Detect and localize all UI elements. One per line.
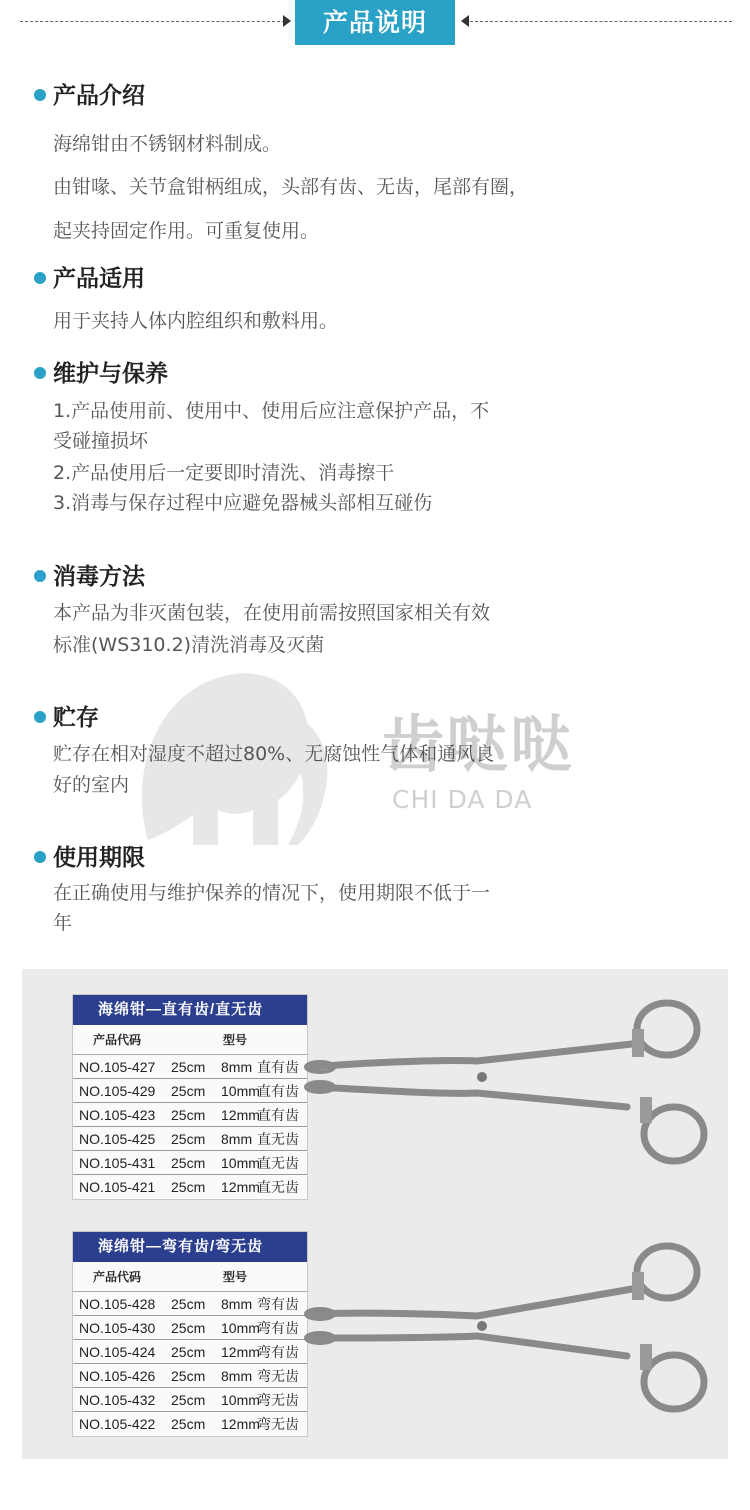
cell-length: 25cm xyxy=(171,1155,206,1171)
cell-code: NO.105-430 xyxy=(79,1320,156,1336)
cell-type: 直有齿 xyxy=(257,1107,299,1123)
cell-type: 直有齿 xyxy=(257,1083,299,1099)
cell-length: 25cm xyxy=(171,1320,206,1336)
care-line-4: 3.消毒与保存过程中应避免器械头部相互碰伤 xyxy=(53,492,433,514)
cell-code: NO.105-421 xyxy=(79,1179,156,1195)
storage-line-2: 好的室内 xyxy=(53,774,130,796)
straight-forceps-image xyxy=(302,989,722,1179)
cell-type: 直无齿 xyxy=(257,1131,299,1147)
usage-line-1: 用于夹持人体内腔组织和敷料用。 xyxy=(53,310,339,332)
cell-code: NO.105-425 xyxy=(79,1131,156,1147)
table-row xyxy=(73,1316,307,1340)
table-row xyxy=(73,1388,307,1412)
storage-line-1: 贮存在相对湿度不超过80%、无腐蚀性气体和通风良 xyxy=(53,743,495,765)
cell-length: 25cm xyxy=(171,1179,206,1195)
cell-size: 12mm xyxy=(221,1107,260,1123)
disinfect-line-2: 标准(WS310.2)清洗消毒及灭菌 xyxy=(53,634,325,656)
cell-type: 直无齿 xyxy=(257,1179,299,1195)
header-arrow-left xyxy=(283,15,291,27)
cell-length: 25cm xyxy=(171,1059,206,1075)
lifespan-line-1: 在正确使用与维护保养的情况下，使用期限不低于一 xyxy=(53,882,491,904)
section-title-care: 维护与保养 xyxy=(34,360,168,388)
table-row xyxy=(73,1151,307,1175)
product-photo xyxy=(22,969,728,1459)
section-title-lifespan: 使用期限 xyxy=(34,844,145,872)
column-header-model: 型号 xyxy=(223,1033,248,1047)
table-title: 海绵钳—直有齿/直无齿 xyxy=(73,995,307,1025)
cell-length: 25cm xyxy=(171,1107,206,1123)
cell-size: 12mm xyxy=(221,1344,260,1360)
table-row xyxy=(73,1412,307,1436)
intro-line-2: 由钳喙、关节盒钳柄组成，头部有齿、无齿，尾部有圈， xyxy=(53,176,529,198)
cell-code: NO.105-422 xyxy=(79,1416,156,1432)
header-divider-right xyxy=(470,21,732,22)
cell-length: 25cm xyxy=(171,1344,206,1360)
bullet-dot-icon xyxy=(34,711,46,723)
cell-length: 25cm xyxy=(171,1083,206,1099)
cell-length: 25cm xyxy=(171,1392,206,1408)
cell-type: 直无齿 xyxy=(257,1155,299,1171)
cell-type: 直有齿 xyxy=(257,1059,299,1075)
cell-code: NO.105-424 xyxy=(79,1344,156,1360)
cell-code: NO.105-432 xyxy=(79,1392,156,1408)
care-line-2: 受碰撞损坏 xyxy=(53,430,149,452)
cell-code: NO.105-423 xyxy=(79,1107,156,1123)
curved-forceps-image xyxy=(302,1234,722,1424)
table-row xyxy=(73,1079,307,1103)
cell-size: 8mm xyxy=(221,1296,253,1312)
section-title-usage: 产品适用 xyxy=(34,265,145,293)
spec-table-straight xyxy=(72,994,308,1200)
cell-code: NO.105-426 xyxy=(79,1368,156,1384)
cell-code: NO.105-427 xyxy=(79,1059,156,1075)
table-column-headers xyxy=(73,1262,307,1292)
watermark-brand-en: CHI DA DA xyxy=(392,785,533,814)
bullet-dot-icon xyxy=(34,851,46,863)
cell-type: 弯有齿 xyxy=(257,1344,299,1360)
watermark-brand: 齿哒哒 xyxy=(382,708,575,781)
table-row xyxy=(73,1364,307,1388)
table-row xyxy=(73,1055,307,1079)
care-line-1: 1.产品使用前、使用中、使用后应注意保护产品，不 xyxy=(53,400,490,422)
cell-size: 8mm xyxy=(221,1131,253,1147)
table-row xyxy=(73,1127,307,1151)
cell-code: NO.105-429 xyxy=(79,1083,156,1099)
table-row xyxy=(73,1340,307,1364)
disinfect-line-1: 本产品为非灭菌包装，在使用前需按照国家相关有效 xyxy=(53,602,491,624)
cell-type: 弯无齿 xyxy=(257,1368,299,1384)
cell-length: 25cm xyxy=(171,1296,206,1312)
column-header-code: 产品代码 xyxy=(93,1033,142,1047)
cell-size: 8mm xyxy=(221,1368,253,1384)
column-header-model: 型号 xyxy=(223,1270,248,1284)
table-row xyxy=(73,1175,307,1199)
care-line-3: 2.产品使用后一定要即时清洗、消毒擦干 xyxy=(53,462,395,484)
section-title-intro: 产品介绍 xyxy=(34,82,145,110)
table-column-headers xyxy=(73,1025,307,1055)
table-row xyxy=(73,1103,307,1127)
header-arrow-right xyxy=(461,15,469,27)
lifespan-line-2: 年 xyxy=(53,912,73,934)
table-title: 海绵钳—弯有齿/弯无齿 xyxy=(73,1232,307,1262)
cell-code: NO.105-431 xyxy=(79,1155,156,1171)
cell-size: 10mm xyxy=(221,1155,260,1171)
cell-size: 12mm xyxy=(221,1179,260,1195)
cell-length: 25cm xyxy=(171,1416,206,1432)
cell-size: 12mm xyxy=(221,1416,260,1432)
cell-size: 8mm xyxy=(221,1059,253,1075)
cell-type: 弯有齿 xyxy=(257,1320,299,1336)
cell-length: 25cm xyxy=(171,1131,206,1147)
cell-type: 弯无齿 xyxy=(257,1392,299,1408)
bullet-dot-icon xyxy=(34,570,46,582)
header-divider-left xyxy=(20,21,285,22)
spec-table-curved xyxy=(72,1231,308,1437)
page-title: 产品说明 xyxy=(295,0,455,45)
cell-code: NO.105-428 xyxy=(79,1296,156,1312)
column-header-code: 产品代码 xyxy=(93,1270,142,1284)
bullet-dot-icon xyxy=(34,367,46,379)
cell-type: 弯有齿 xyxy=(257,1296,299,1312)
table-row xyxy=(73,1292,307,1316)
cell-size: 10mm xyxy=(221,1392,260,1408)
bullet-dot-icon xyxy=(34,89,46,101)
cell-length: 25cm xyxy=(171,1368,206,1384)
intro-line-3: 起夹持固定作用。可重复使用。 xyxy=(53,220,320,242)
bullet-dot-icon xyxy=(34,272,46,284)
section-title-storage: 贮存 xyxy=(34,704,99,732)
section-title-disinfect: 消毒方法 xyxy=(34,563,145,591)
cell-type: 弯无齿 xyxy=(257,1416,299,1432)
intro-line-1: 海绵钳由不锈钢材料制成。 xyxy=(53,133,282,155)
cell-size: 10mm xyxy=(221,1083,260,1099)
cell-size: 10mm xyxy=(221,1320,260,1336)
